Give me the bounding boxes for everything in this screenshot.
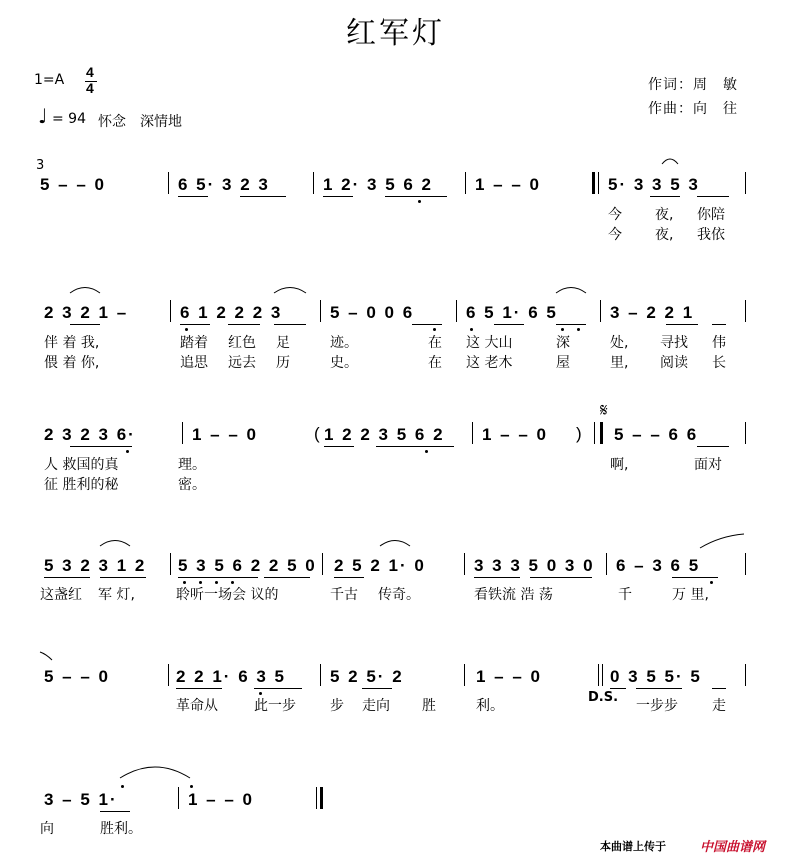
measure: 5 – – 6 6 (614, 425, 699, 444)
lyric: 这盏红 (40, 587, 82, 603)
measure: 3 3 3 5 0 3 0 (474, 556, 595, 575)
measure: 0 3 5 5· 5 (610, 667, 702, 686)
tempo-bpm: = 94 (52, 111, 86, 127)
measure: 2 3 2 1 – (44, 303, 129, 322)
lyric: 处, (610, 335, 629, 351)
lyric: 你陪 (697, 207, 725, 223)
lyric: 啊, (610, 457, 629, 473)
lyric: 走向 (362, 698, 390, 714)
lyric: 千古 (330, 587, 358, 603)
lyric: 深 (556, 335, 570, 351)
measure: 2 2 1· 6 3 5 (176, 667, 287, 686)
lyric: 密。 (178, 477, 206, 493)
lyric: 追思 (180, 355, 208, 371)
triplet-mark: 3 (36, 158, 45, 173)
lyricist-credit: 作词：周 敏 (648, 77, 738, 93)
segno-mark: 𝄋 (600, 400, 608, 421)
measure: 5 2 5· 2 (330, 667, 404, 686)
slur (120, 767, 190, 778)
lyric: 历 (276, 355, 290, 371)
lyric: 屋 (556, 355, 570, 371)
lyric: 理。 (178, 457, 206, 473)
slur (274, 288, 306, 294)
lyric: 面对 (694, 457, 722, 473)
time-signature-top: 4 (86, 64, 96, 80)
slur (40, 652, 52, 660)
lyric: 步 (330, 698, 344, 714)
lyric: 我依 (697, 227, 725, 243)
measure: 1 – – 0 (482, 425, 548, 444)
measure: 5 3 5 6 2 2 5 0 (178, 556, 317, 575)
close-bracket: ) (576, 424, 584, 443)
measure: 6 1 2 2 2 3 (180, 303, 283, 322)
lyric: 足 (276, 335, 290, 351)
lyric: 人 救国的真 (44, 457, 119, 473)
measure: 1 2 2 3 5 6 2 (324, 425, 445, 444)
measure: 1 – – 0 (475, 175, 541, 194)
lyric: 红色 (228, 335, 256, 351)
measure: 6 – 3 6 5 (616, 556, 701, 575)
slur (700, 534, 744, 548)
lyric: 走 (712, 698, 726, 714)
measure: 2 5 2 1· 0 (334, 556, 426, 575)
lyric: 寻找 (660, 335, 688, 351)
footer-text: 本曲谱上传于 (600, 840, 666, 853)
composer-credit: 作曲：向 往 (648, 101, 738, 117)
measure: 6 5 1· 6 5 (466, 303, 558, 322)
lyric: 伟 (712, 335, 726, 351)
lyric: 胜利。 (100, 821, 142, 837)
lyric: 聆听一场会 议的 (176, 587, 279, 603)
lyric: 在 (428, 355, 442, 371)
slur (100, 541, 130, 547)
lyric: 远去 (228, 355, 256, 371)
time-signature-bottom: 4 (86, 80, 96, 96)
lyric: 夜, (655, 227, 674, 243)
slur (662, 159, 678, 164)
measure: 3 – 5 1· (44, 790, 118, 809)
lyric: 征 胜利的秘 (44, 477, 119, 493)
measure: 3 – 2 2 1 (610, 303, 695, 322)
slur (70, 288, 100, 294)
measure: 5 – – 0 (40, 175, 106, 194)
lyric: 今 (608, 227, 622, 243)
lyric: 一步步 (636, 698, 678, 714)
measure: 5 3 2 3 1 2 (44, 556, 147, 575)
measure: 1 2· 3 5 6 2 (323, 175, 434, 194)
lyric: 长 (712, 355, 726, 371)
lyric: 阅读 (660, 355, 688, 371)
site-logo: 中国曲谱网 (700, 840, 766, 855)
lyric: 万 里, (672, 587, 709, 603)
open-bracket: ( (314, 424, 322, 443)
lyric: 迹。 (330, 335, 358, 351)
lyric: 偎 着 你, (44, 355, 100, 371)
slur (380, 541, 410, 547)
measure: 6 5· 3 2 3 (178, 175, 270, 194)
lyric: 里, (610, 355, 629, 371)
key-signature: 1=A (34, 72, 65, 88)
measure: 5 – 0 0 6 (330, 303, 415, 322)
lyric: 胜 (422, 698, 436, 714)
measure: 1 – – 0 (476, 667, 542, 686)
lyric: 此一步 (254, 698, 296, 714)
measure: 1 – – 0 (188, 790, 254, 809)
ds-mark: D.S. (588, 690, 619, 705)
lyric: 在 (428, 335, 442, 351)
lyric: 夜, (655, 207, 674, 223)
lyric: 向 (40, 821, 54, 837)
lyric: 伴 着 我, (44, 335, 100, 351)
lyric: 利。 (476, 698, 504, 714)
lyric: 这 大山 (466, 335, 513, 351)
lyric: 踏着 (180, 335, 208, 351)
measure: 2 3 2 3 6· (44, 425, 136, 444)
lyric: 史。 (330, 355, 358, 371)
tempo-expression: 怀念 深情地 (98, 114, 182, 130)
lyric: 千 (618, 587, 632, 603)
lyric: 看铁流 浩 荡 (474, 587, 553, 603)
lyric: 这 老木 (466, 355, 513, 371)
measure: 5 – – 0 (44, 667, 110, 686)
measure: 5· 3 3 5 3 (608, 175, 700, 194)
lyric: 革命从 (176, 698, 218, 714)
lyric: 传奇。 (378, 587, 420, 603)
slur (556, 288, 586, 294)
lyric: 军 灯, (98, 587, 135, 603)
song-title: 红军灯 (346, 16, 445, 51)
quarter-note-icon: ♩ (38, 104, 48, 128)
lyric: 今 (608, 207, 622, 223)
measure: 1 – – 0 (192, 425, 258, 444)
